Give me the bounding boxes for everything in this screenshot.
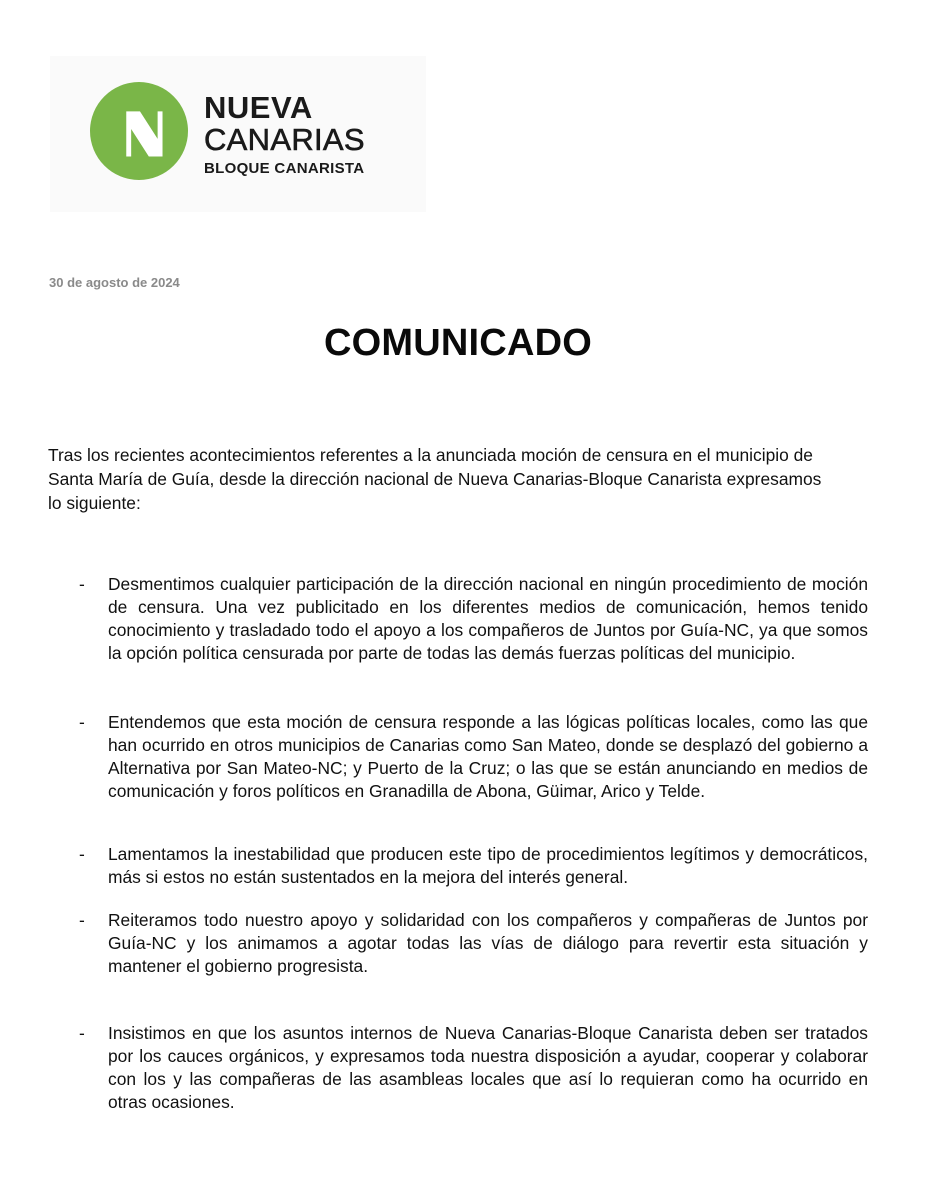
statement-text: Insistimos en que los asuntos internos de Nueva Canarias-Bloque Canarista deben ser tratados por los cauces orgánicos, y expresamos toda nuestra disposición a ayudar, cooperar y colaborar con los y las compañeras de las asambleas locales que así lo requieran como ha ocurrido en otras ocasiones. (108, 1023, 868, 1112)
statement-item (48, 711, 870, 803)
document-date: 30 de agosto de 2024 (49, 275, 180, 290)
statement-item (48, 843, 870, 889)
logo (50, 56, 426, 212)
statement-text: Desmentimos cualquier participación de la dirección nacional en ningún procedimiento de moción de censura. Una vez publicitado en los diferentes medios de comunicación, hemos tenido conocimiento y trasladado todo el apoyo a los compañeros de Juntos por Guía-NC, ya que somos la opción política censurada por parte de todas las demás fuerzas políticas del municipio. (108, 574, 868, 663)
logo-line-bloque-canarista: BLOQUE CANARISTA (204, 160, 365, 177)
bullet-dash: - (79, 1023, 85, 1043)
statement-text: Entendemos que esta moción de censura responde a las lógicas políticas locales, como las que han ocurrido en otros municipios de Canarias como San Mateo, donde se desplazó del gobierno a Alternativa por San Mateo-NC; y Puerto de la Cruz; o las que se están anunciando en medios de comunicación y foros políticos en Granadilla de Abona, Güimar, Arico y Telde. (108, 712, 868, 801)
statement-text: Lamentamos la inestabilidad que producen este tipo de procedimientos legítimos y democráticos, más si estos no están sustentados en la mejora del interés general. (108, 844, 868, 887)
logo-text (204, 92, 365, 176)
bullet-dash: - (79, 574, 85, 594)
logo-line-canarias: CANARIAS (204, 122, 365, 157)
bullet-dash: - (79, 910, 85, 930)
document-title: COMUNICADO (324, 322, 592, 364)
statement-item (48, 573, 870, 665)
intro-paragraph: Tras los recientes acontecimientos referentes a la anunciada moción de censura en el municipio de Santa María de Guía, desde la dirección nacional de Nueva Canarias-Bloque Canarista expresamos lo siguiente: (48, 445, 822, 513)
statement-item (48, 1022, 870, 1114)
nueva-canarias-logo-icon (90, 82, 188, 180)
bullet-dash: - (79, 844, 85, 864)
logo-line-nueva: NUEVA (204, 90, 313, 125)
statement-text: Reiteramos todo nuestro apoyo y solidaridad con los compañeros y compañeras de Juntos por Guía-NC y los animamos a agotar todas las vías de diálogo para revertir esta situación y mantener el gobierno progresista. (108, 910, 868, 976)
statement-item (48, 909, 870, 978)
bullet-dash: - (79, 712, 85, 732)
